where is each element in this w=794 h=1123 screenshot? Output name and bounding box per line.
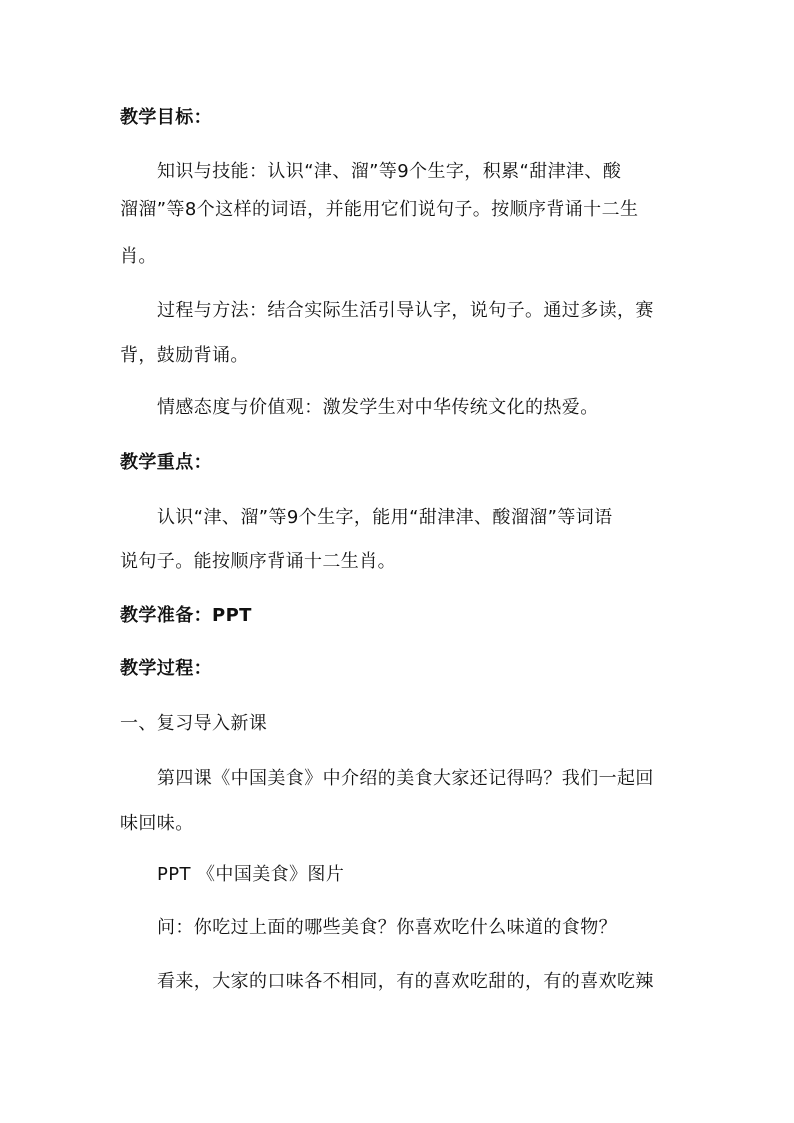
knowledge-skills-line-3: 肖。 <box>120 246 157 267</box>
summary-line-1: 看来，大家的口味各不相同，有的喜欢吃甜的，有的喜欢吃辣 <box>157 971 654 992</box>
question-line: 问：你吃过上面的哪些美食？你喜欢吃什么味道的食物？ <box>157 917 617 938</box>
key-points-heading: 教学重点： <box>120 452 212 473</box>
objectives-heading: 教学目标： <box>120 107 212 128</box>
section-one-heading: 一、复习导入新课 <box>120 713 268 734</box>
review-line-1: 第四课《中国美食》中介绍的美食大家还记得吗？我们一起回 <box>157 768 654 789</box>
process-methods-line-2: 背，鼓励背诵。 <box>120 345 249 366</box>
review-line-2: 味回味。 <box>120 813 194 834</box>
process-heading: 教学过程： <box>120 658 212 679</box>
process-methods-line-1: 过程与方法：结合实际生活引导认字，说句子。通过多读，赛 <box>157 300 654 321</box>
ppt-image-line: PPT 《中国美食》图片 <box>157 864 345 885</box>
key-points-line-1: 认识“津、溜”等9个生字，能用“甜津津、酸溜溜”等词语 <box>157 507 613 528</box>
knowledge-skills-line-2: 溜溜”等8个这样的词语，并能用它们说句子。按顺序背诵十二生 <box>120 199 639 220</box>
key-points-line-2: 说句子。能按顺序背诵十二生肖。 <box>120 551 396 572</box>
knowledge-skills-line-1: 知识与技能：认识“津、溜”等9个生字，积累“甜津津、酸 <box>157 161 622 182</box>
emotion-values-line: 情感态度与价值观：激发学生对中华传统文化的热爱。 <box>157 397 599 418</box>
preparation-heading: 教学准备：PPT <box>120 605 252 626</box>
